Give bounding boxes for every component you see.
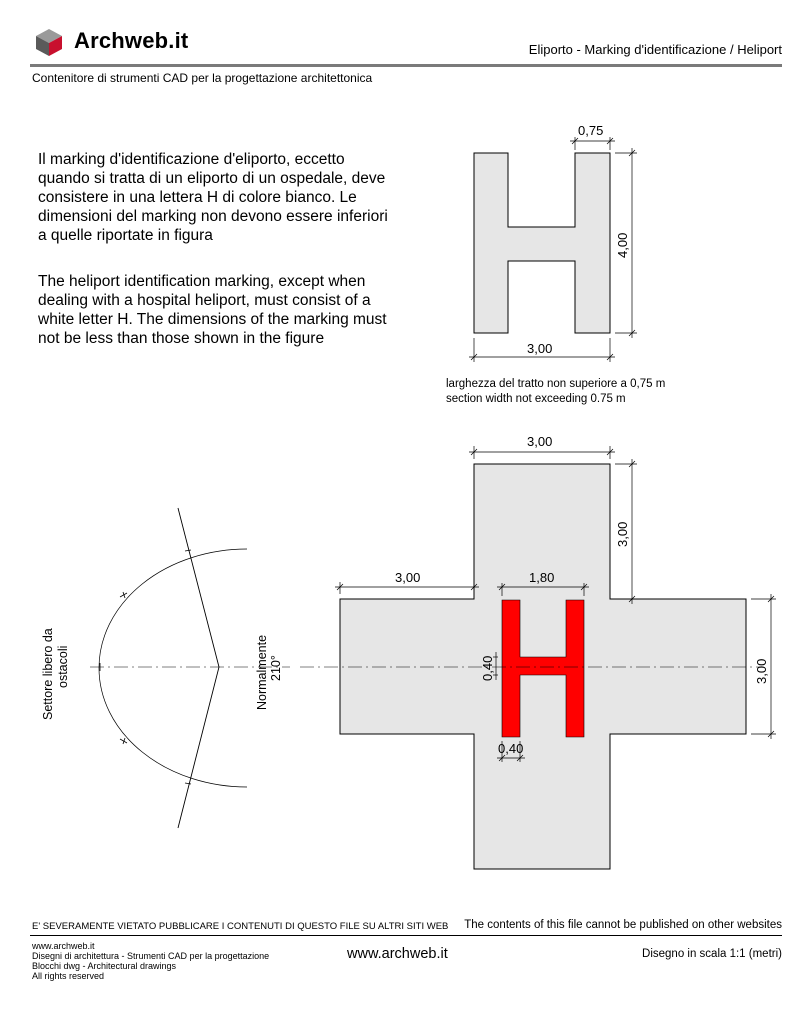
- dim-cross-right-height: 3,00: [754, 658, 769, 684]
- dim-h-width: 3,00: [527, 341, 553, 356]
- dim-cross-top-height: 3,00: [615, 521, 630, 547]
- footer-divider: [30, 935, 782, 936]
- footer-site-info: [32, 941, 269, 981]
- note-english: section width not exceeding 0.75 m: [446, 393, 626, 405]
- page-subtitle: Contenitore di strumenti CAD per la progettazione architettonica: [32, 71, 373, 85]
- footer-site-line: www.archweb.it: [32, 941, 95, 951]
- page-title: Eliporto - Marking d'identificazione / Heliport: [528, 42, 782, 57]
- h-letter-shape: [474, 153, 610, 333]
- footer-site-line: Disegni di architettura - Strumenti CAD per la progettazione: [32, 951, 270, 961]
- footer-website-link[interactable]: www.archweb.it: [347, 946, 448, 962]
- dim-h-stroke-width: 0,40: [498, 741, 524, 756]
- drawing-scale: Disegno in scala 1:1 (metri): [642, 948, 782, 960]
- dim-cross-arm-length: 3,00: [395, 570, 421, 585]
- sector-label-line2: ostacoli: [56, 645, 70, 688]
- dim-stroke-width: 0,75: [578, 123, 604, 138]
- description-english: The heliport identification marking, except when dealing with a hospital heliport, must consist of a white letter H. The dimensions of the marking must not be less than those shown in the figure: [38, 273, 387, 347]
- angle-label-line2: 210°: [269, 655, 283, 681]
- note-italian: larghezza del tratto non superiore a 0,75 m: [446, 378, 666, 390]
- dim-cross-top-width: 3,00: [527, 434, 553, 449]
- sector-label-line1: Settore libero da: [41, 628, 55, 720]
- description-italian: Il marking d'identificazione d'eliporto, eccetto quando si tratta di un eliporto di un ospedale, deve consistere in una lettera H di colore bianco. Le dimensioni del marking non devono essere inferiori a quelle riportate in figura: [38, 151, 388, 244]
- angle-label-line1: Normalmente: [255, 634, 269, 710]
- footer-warning-italian: E' SEVERAMENTE VIETATO PUBBLICARE I CONTENUTI DI QUESTO FILE SU ALTRI SITI WEB: [32, 921, 449, 932]
- dim-h-marking-width: 1,80: [529, 570, 555, 585]
- sector-arc: [99, 549, 247, 787]
- dim-line-stroke: [570, 137, 615, 150]
- dim-h-height: 4,00: [615, 232, 630, 258]
- dim-h-bar-thickness: 0,40: [480, 655, 495, 681]
- sector-boundary-lines: [178, 508, 219, 828]
- brand-name: Archweb.it: [74, 28, 189, 53]
- footer-site-line: All rights reserved: [32, 971, 105, 981]
- footer-site-line: Blocchi dwg - Architectural drawings: [32, 961, 177, 971]
- footer-warning-english: The contents of this file cannot be published on other websites: [464, 919, 782, 931]
